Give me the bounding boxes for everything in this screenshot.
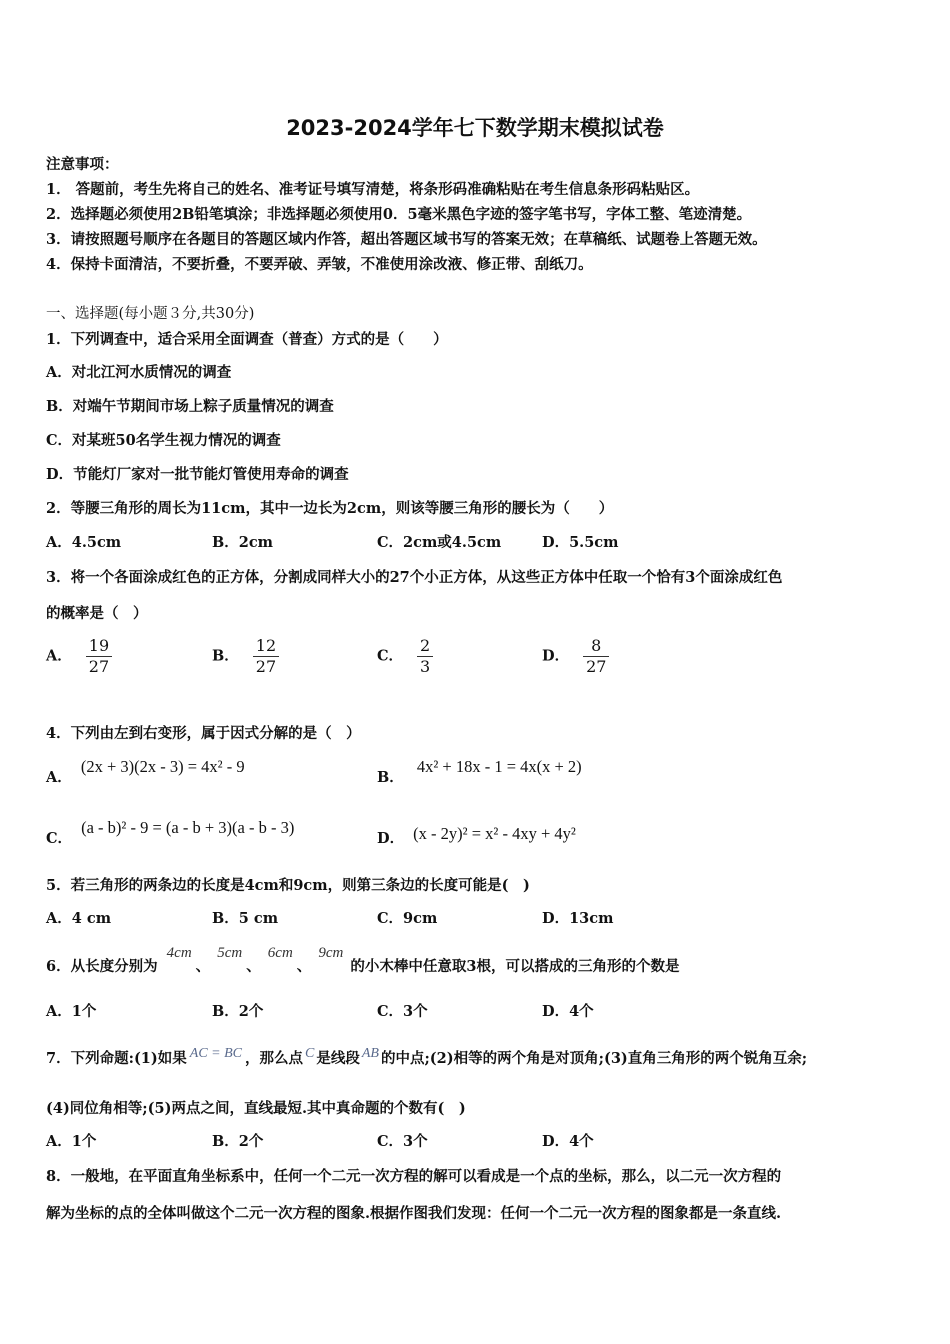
length-value: 9cm: [318, 945, 344, 961]
math-expression: (a - b)² - 9 = (a - b + 3)(a - b - 3): [81, 818, 295, 837]
q6-prefix: 6．从长度分别为: [46, 958, 158, 975]
option-label: A．: [46, 647, 72, 665]
math-expression: (2x + 3)(2x - 3) = 4x² - 9: [80, 757, 245, 776]
q2-option-c: C．2cm或4.5cm: [377, 534, 502, 551]
option-label: C．: [46, 830, 73, 847]
question-1-stem: 1．下列调查中，适合采用全面调查（普查）方式的是（ ）: [46, 331, 448, 348]
notice-heading: 注意事项：: [46, 156, 119, 173]
math-inline: AC = BC: [189, 1046, 242, 1061]
separator: 、: [296, 958, 312, 975]
q3-option-c: [377, 636, 433, 677]
question-8-stem-line1: 8．一般地，在平面直角坐标系中，任何一个二元一次方程的解可以看成是一个点的坐标，那么，以二元一次方程的: [46, 1168, 782, 1185]
option-label: C．: [377, 647, 404, 665]
q5-option-b: B．5 cm: [212, 910, 279, 927]
notice-item: 4．保持卡面清洁，不要折叠，不要弄破、弄皱，不准使用涂改液、修正带、刮纸刀。: [46, 256, 593, 273]
length-value: 4cm: [166, 945, 192, 961]
fraction: [583, 636, 609, 677]
q2-option-a: A．4.5cm: [46, 534, 122, 551]
q6-suffix: 的小木棒中任意取3根，可以搭成的三角形的个数是: [350, 958, 680, 975]
text-segment: ，那么点: [245, 1050, 303, 1067]
option-label: A．: [46, 769, 72, 786]
option-label: D．: [377, 830, 405, 847]
numerator: 2: [417, 636, 433, 657]
length-value: 5cm: [217, 945, 243, 961]
fraction: [253, 636, 279, 677]
q4-option-a: [46, 756, 245, 786]
q3-option-b: [212, 636, 279, 677]
q5-option-d: D．13cm: [542, 910, 614, 927]
q4-option-b: [377, 756, 582, 786]
question-7-stem-line1: [46, 1047, 807, 1068]
fraction: [417, 636, 433, 677]
text-segment: 的中点;(2)相等的两个角是对顶角;(3)直角三角形的两个锐角互余;: [380, 1050, 808, 1067]
notice-item: 2．选择题必须使用2B铅笔填涂；非选择题必须使用0．5毫米黑色字迹的签字笔书写，字体工整、笔迹清楚。: [46, 206, 752, 223]
denominator: 27: [255, 657, 277, 676]
option-label: D．: [542, 647, 570, 665]
q6-option-c: C．3个: [377, 1003, 428, 1020]
question-4-stem: 4．下列由左到右变形，属于因式分解的是（ ）: [46, 725, 361, 742]
option-label: B．: [377, 769, 404, 786]
q3-option-a: [46, 636, 112, 677]
question-5-stem: 5．若三角形的两条边的长度是4cm和9cm，则第三条边的长度可能是( ): [46, 877, 530, 894]
fraction: [86, 636, 112, 677]
q1-option-b: B．对端午节期间市场上粽子质量情况的调查: [46, 398, 334, 415]
q6-option-b: B．2个: [212, 1003, 264, 1020]
question-3-stem-line1: 3．将一个各面涂成红色的正方体，分割成同样大小的27个小正方体，从这些正方体中任取一个恰有3个面涂成红色: [46, 569, 783, 586]
q1-option-d: D．节能灯厂家对一批节能灯管使用寿命的调查: [46, 466, 349, 483]
text-segment: 是线段: [316, 1050, 360, 1067]
numerator: 8: [583, 636, 609, 657]
question-3-stem-line2: 的概率是（ ）: [46, 605, 148, 622]
math-expression: 4x² + 18x - 1 = 4x(x + 2): [416, 757, 582, 776]
question-2-stem: 2．等腰三角形的周长为11cm，其中一边长为2cm，则该等腰三角形的腰长为（ ）: [46, 500, 614, 517]
q2-option-b: B．2cm: [212, 534, 274, 551]
q7-option-d: D．4个: [542, 1133, 594, 1150]
question-6-stem: [46, 945, 680, 976]
q1-option-a: A．对北江河水质情况的调查: [46, 364, 232, 381]
q3-option-d: [542, 636, 609, 677]
q7-option-b: B．2个: [212, 1133, 264, 1150]
q2-option-d: D．5.5cm: [542, 534, 619, 551]
question-8-stem-line2: 解为坐标的点的全体叫做这个二元一次方程的图象.根据作图我们发现：任何一个二元一次方程的图象都是一条直线.: [46, 1205, 782, 1222]
denominator: 3: [420, 657, 431, 676]
q7-option-c: C．3个: [377, 1133, 428, 1150]
page-title: 2023-2024学年七下数学期末模拟试卷: [286, 116, 664, 140]
numerator: 12: [253, 636, 279, 657]
math-inline: AB: [361, 1046, 379, 1061]
q6-option-d: D．4个: [542, 1003, 594, 1020]
question-7-stem-line2: (4)同位角相等;(5)两点之间，直线最短.其中真命题的个数有( ): [46, 1100, 466, 1117]
text-segment: 7．下列命题:(1)如果: [46, 1050, 187, 1067]
denominator: 27: [88, 657, 110, 676]
numerator: 19: [86, 636, 112, 657]
length-value: 6cm: [267, 945, 293, 961]
math-inline: C: [305, 1046, 315, 1061]
q4-option-c: [46, 817, 295, 847]
q5-option-c: C．9cm: [377, 910, 438, 927]
notice-item: 1． 答题前，考生先将自己的姓名、准考证号填写清楚，将条形码准确粘贴在考生信息条形码粘贴区。: [46, 181, 700, 198]
separator: 、: [195, 958, 211, 975]
option-label: B．: [212, 647, 239, 665]
q1-option-c: C．对某班50名学生视力情况的调查: [46, 432, 281, 449]
q7-option-a: A．1个: [46, 1133, 97, 1150]
section-heading: 一、选择题(每小题３分,共30分): [46, 306, 255, 322]
q6-option-a: A．1个: [46, 1003, 97, 1020]
denominator: 27: [586, 657, 607, 676]
math-expression: (x - 2y)² = x² - 4xy + 4y²: [413, 824, 576, 843]
q5-option-a: A．4 cm: [46, 910, 112, 927]
q4-option-d: [377, 817, 576, 847]
separator: 、: [246, 958, 261, 975]
notice-item: 3．请按照题号顺序在各题目的答题区域内作答，超出答题区域书写的答案无效；在草稿纸、试题卷上答题无效。: [46, 231, 767, 248]
